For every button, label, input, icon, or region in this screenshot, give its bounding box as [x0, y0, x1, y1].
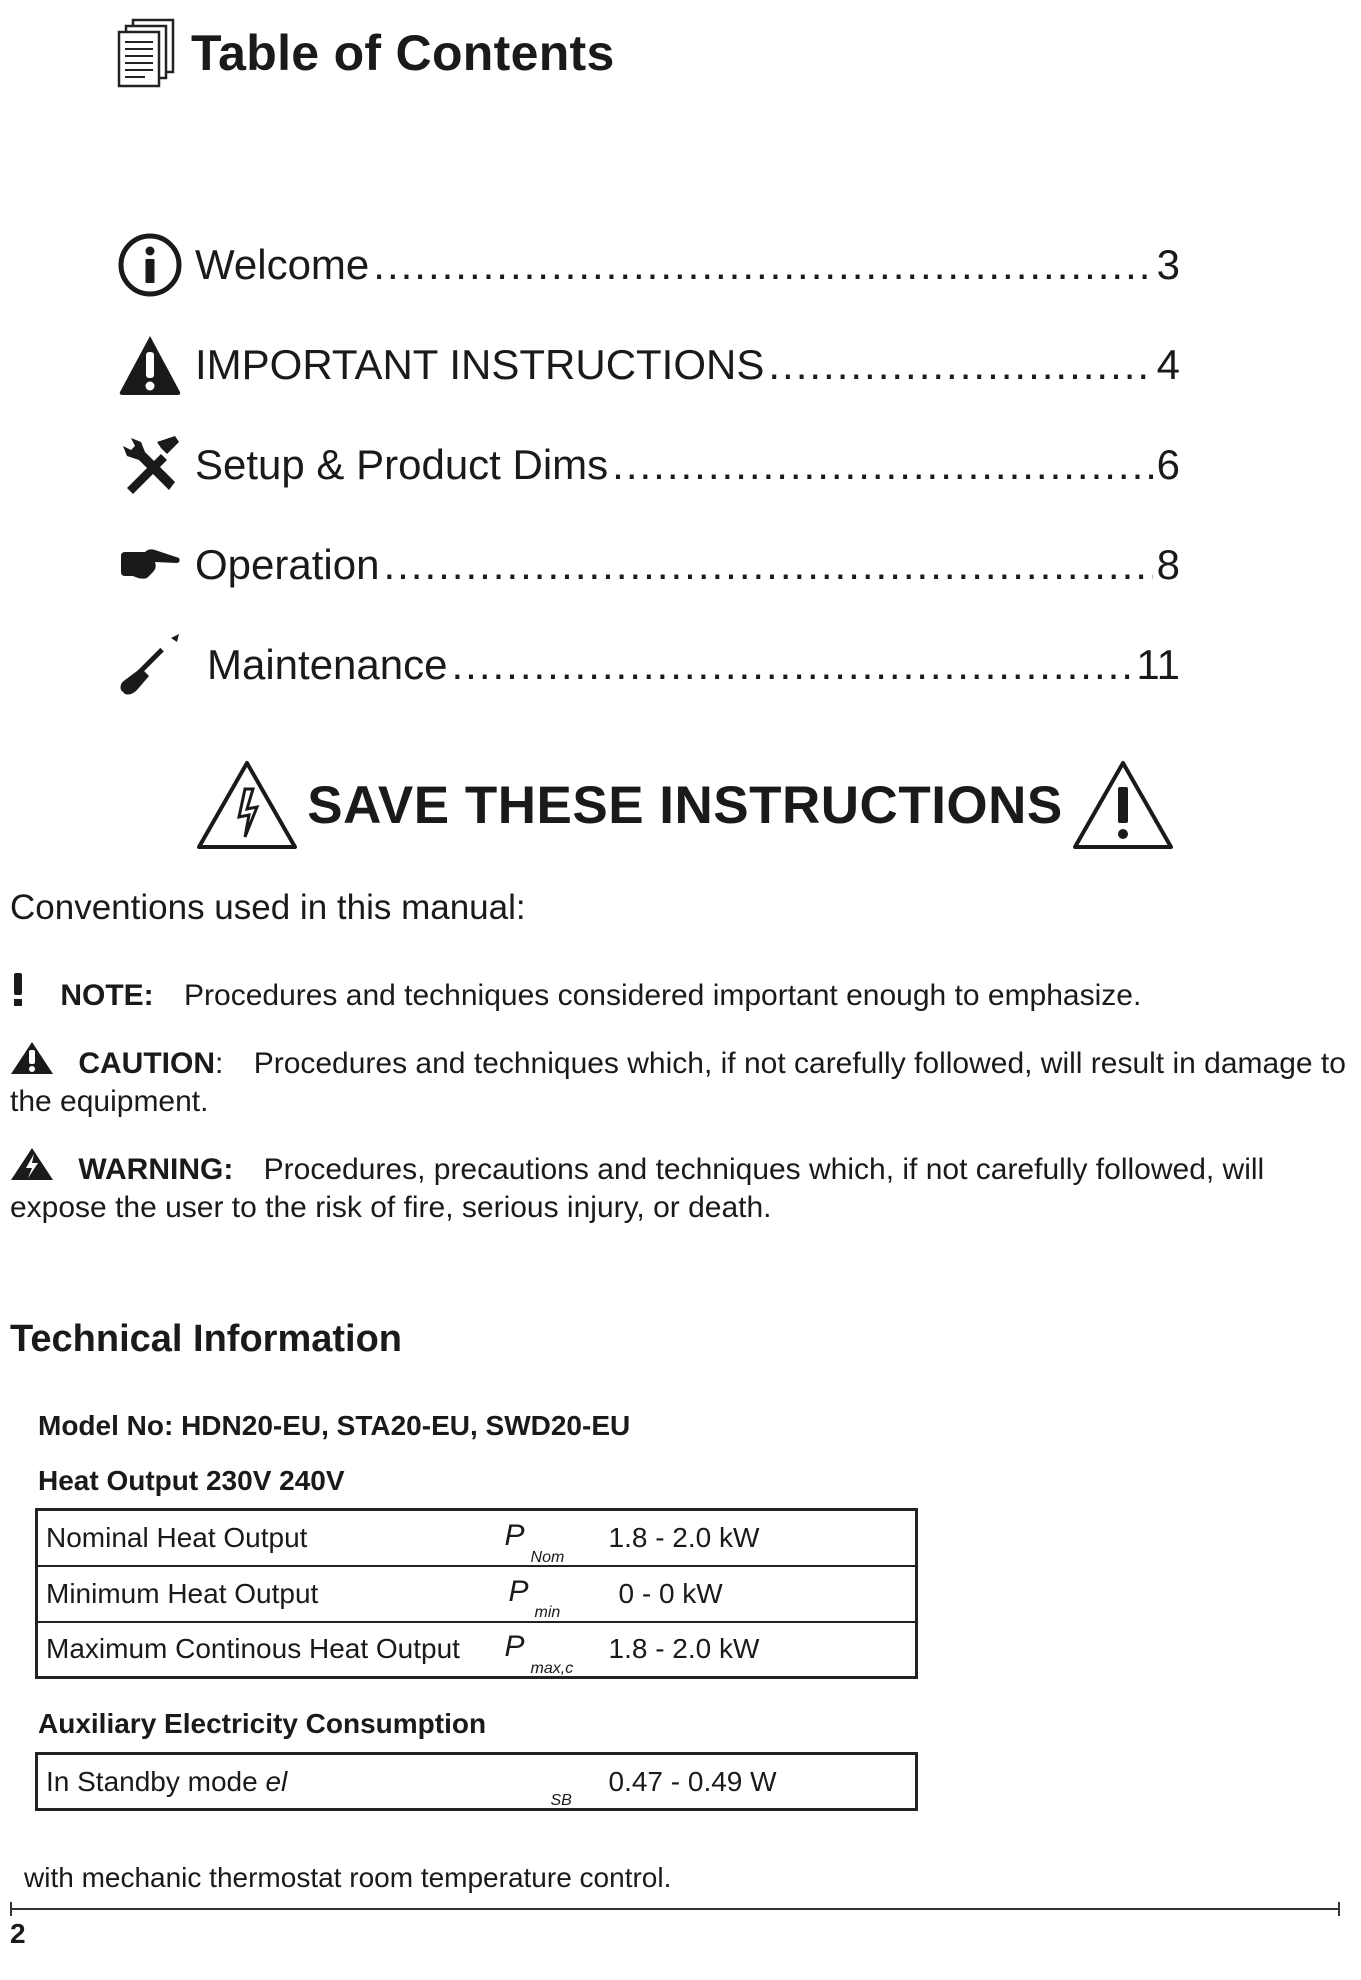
toc-entry-operation[interactable]	[115, 525, 1180, 605]
toc-label: Operation	[195, 541, 380, 588]
footer-note: with mechanic thermostat room temperature control.	[24, 1862, 672, 1893]
save-instructions-banner	[195, 750, 1175, 860]
row-symbol: $P_{max,c}$	[505, 1622, 609, 1678]
warning-paragraph	[10, 1147, 1350, 1227]
toc-leader	[768, 341, 1152, 389]
toc-page-number: 4	[1156, 341, 1180, 388]
save-instructions-text: SAVE THESE INSTRUCTIONS	[307, 775, 1063, 835]
table-row	[37, 1622, 917, 1678]
caution-icon	[10, 1041, 54, 1075]
aux-consumption-table	[35, 1752, 918, 1811]
table-row	[37, 1566, 917, 1622]
caution-label: CAUTION	[78, 1047, 215, 1080]
note-paragraph	[10, 973, 1350, 1015]
toc-leader	[373, 241, 1152, 289]
toc-label: Maintenance	[207, 641, 448, 688]
screwdriver-icon	[115, 630, 185, 700]
row-label: In Standby mode el	[37, 1754, 505, 1810]
pointing-hand-icon	[115, 530, 185, 600]
conventions-heading: Conventions used in this manual:	[10, 888, 526, 927]
warning-icon	[115, 330, 185, 400]
warning-text: Procedures, precautions and techniques which, if not carefully followed, will expose the user to the risk of fire, serious injury, or death.	[10, 1153, 1265, 1224]
toc-leader	[383, 541, 1152, 589]
row-value: 0.47 - 0.49 W	[609, 1754, 917, 1810]
row-symbol: $P_{Nom}$	[505, 1510, 609, 1566]
warning-triangle-icon	[1071, 759, 1175, 851]
row-symbol: $P_{min}$	[505, 1566, 609, 1622]
toc-leader	[612, 441, 1152, 489]
toc-page-number: 11	[1136, 641, 1180, 688]
note-text: Procedures and techniques considered important enough to emphasize.	[184, 979, 1142, 1012]
exclamation-icon	[10, 973, 26, 1007]
row-label: Minimum Heat Output	[37, 1566, 505, 1622]
row-symbol: SB	[505, 1754, 609, 1810]
note-label: NOTE:	[60, 979, 154, 1012]
toc-entry-welcome[interactable]	[115, 225, 1180, 305]
page-number: 2	[10, 1918, 26, 1949]
page-title: Table of Contents	[191, 25, 615, 81]
toc-header	[115, 18, 615, 88]
toc-label: Welcome	[195, 241, 370, 288]
toc-entry-important-instructions[interactable]	[115, 325, 1180, 405]
toc-page-number: 3	[1156, 241, 1180, 288]
toc-page-number: 6	[1156, 441, 1180, 488]
toc-page-number: 8	[1156, 541, 1180, 588]
model-number: Model No: HDN20-EU, STA20-EU, SWD20-EU	[38, 1410, 631, 1441]
heat-output-table	[35, 1508, 918, 1679]
aux-consumption-heading: Auxiliary Electricity Consumption	[38, 1708, 487, 1739]
electric-hazard-icon	[195, 759, 299, 851]
info-icon	[115, 230, 185, 300]
heat-output-heading: Heat Output 230V 240V	[38, 1465, 345, 1496]
caution-text: Procedures and techniques which, if not carefully followed, will result in damage to the equipment.	[10, 1047, 1346, 1118]
table-row	[37, 1510, 917, 1566]
row-label: Nominal Heat Output	[37, 1510, 505, 1566]
toc-entry-setup[interactable]	[115, 425, 1180, 505]
row-value: 0 - 0 kW	[609, 1566, 917, 1622]
caution-paragraph: CAUTION: Procedures and techniques which, if not carefully followed, will result in damage to the equipment.	[10, 1041, 1350, 1121]
tech-info-heading: Technical Information	[10, 1318, 403, 1360]
toc-leader	[452, 641, 1133, 689]
toc-label: IMPORTANT INSTRUCTIONS	[195, 341, 765, 388]
toc-label: Setup & Product Dims	[195, 441, 609, 488]
warning-label: WARNING:	[78, 1153, 234, 1186]
row-label: Maximum Continous Heat Output	[37, 1622, 505, 1678]
tools-icon	[115, 430, 185, 500]
toc-entry-maintenance[interactable]	[115, 625, 1180, 705]
document-stack-icon	[115, 18, 177, 88]
row-value: 1.8 - 2.0 kW	[609, 1622, 917, 1678]
row-value: 1.8 - 2.0 kW	[609, 1510, 917, 1566]
warning-icon	[10, 1147, 54, 1181]
table-row	[37, 1754, 917, 1810]
footer-divider	[10, 1908, 1340, 1910]
